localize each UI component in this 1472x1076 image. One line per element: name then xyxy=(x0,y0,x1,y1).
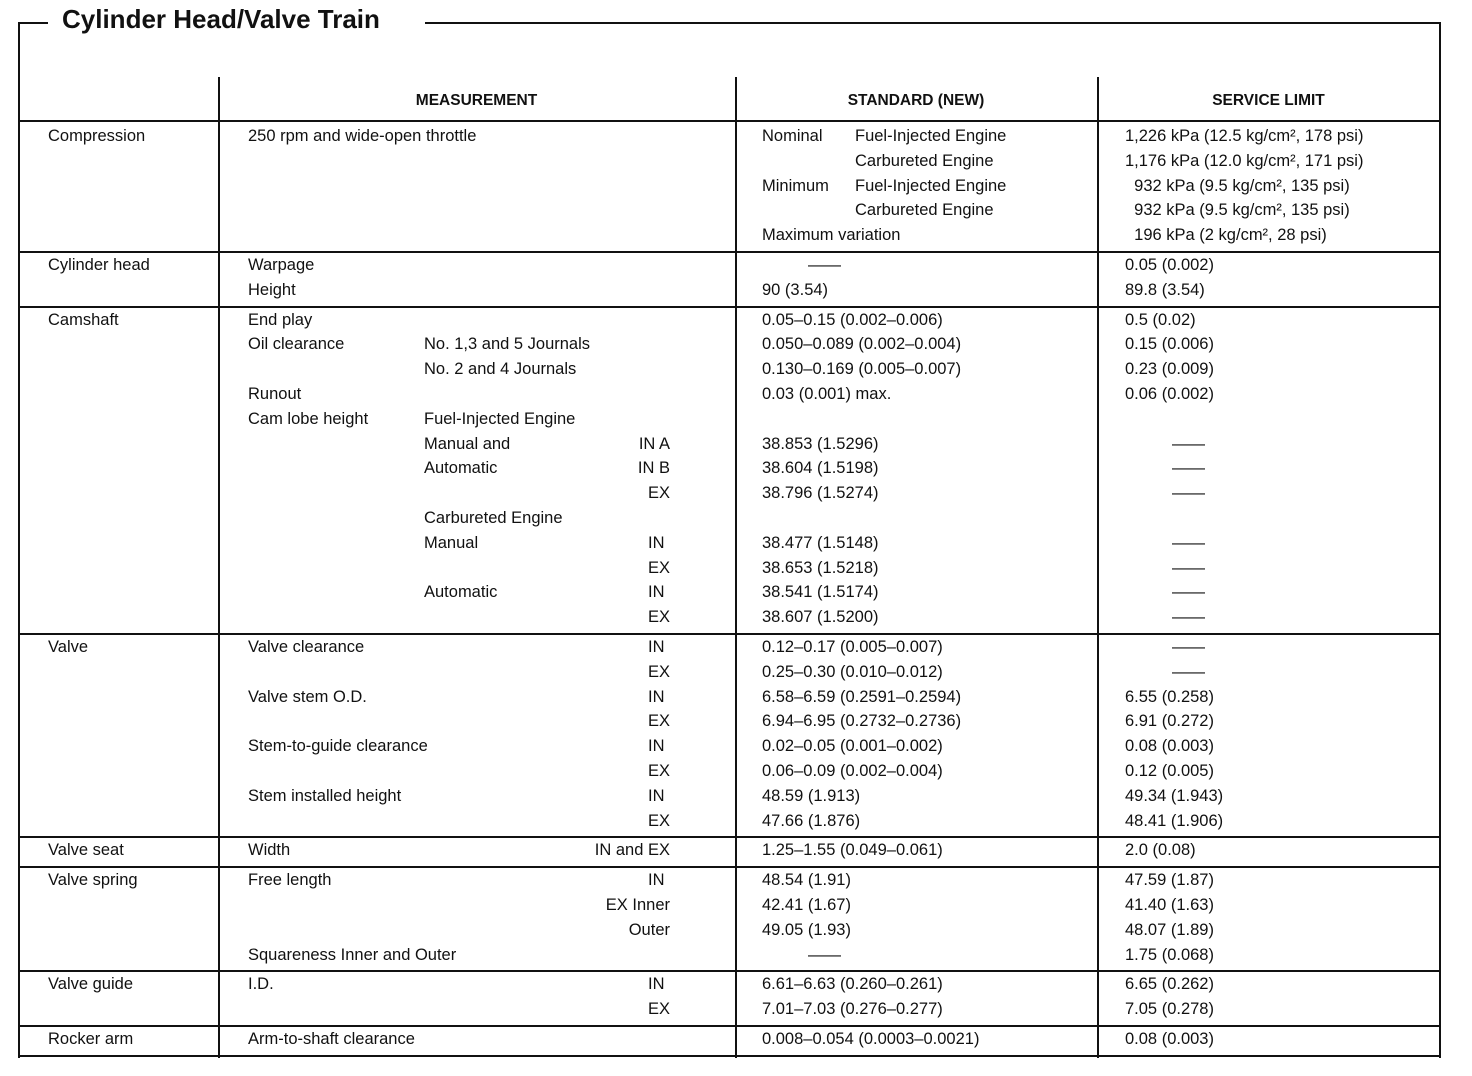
standard-value: —— xyxy=(808,256,841,274)
standard-value: 48.54 (1.91) xyxy=(762,871,851,890)
service-limit-value: 49.34 (1.943) xyxy=(1125,786,1224,805)
service-limit-value: 89.8 (3.54) xyxy=(1125,280,1205,299)
measurement-item: Cam lobe height xyxy=(248,409,369,428)
measurement-tag: EX xyxy=(648,1000,671,1019)
measurement-detail: Fuel-Injected Engine xyxy=(424,409,576,428)
section-name: Valve xyxy=(48,638,89,656)
standard-value: 38.653 (1.5218) xyxy=(762,558,879,577)
service-limit-value: 6.65 (0.262) xyxy=(1125,975,1214,994)
standard-value: —— xyxy=(808,945,841,964)
measurement-tag: IN xyxy=(648,975,665,994)
service-limit-value: 0.12 (0.005) xyxy=(1125,762,1214,780)
measurement-tag: EX xyxy=(648,762,671,780)
standard-value: 1.25–1.55 (0.049–0.061) xyxy=(762,841,943,860)
measurement-tag: IN and EX xyxy=(594,841,670,860)
standard-value: 38.853 (1.5296) xyxy=(762,434,879,453)
measurement-tag: IN xyxy=(648,786,665,805)
standard-value: 49.05 (1.93) xyxy=(762,920,851,939)
section-name: Cylinder head xyxy=(48,256,150,274)
frame-right xyxy=(1439,22,1441,1058)
measurement-tag: EX xyxy=(648,811,671,830)
header-standard: STANDARD (NEW) xyxy=(847,92,985,109)
measurement-item: Stem installed height xyxy=(248,786,402,805)
measurement-item: I.D. xyxy=(248,975,274,994)
measurement-item: End play xyxy=(248,310,313,329)
measurement-tag: EX xyxy=(648,484,671,503)
section-rule xyxy=(18,251,1441,253)
measurement-tag: IN xyxy=(648,737,665,756)
measurement-detail: No. 2 and 4 Journals xyxy=(424,360,577,379)
section-name: Compression xyxy=(48,127,146,145)
section-rule xyxy=(18,866,1441,868)
standard-value: Fuel-Injected Engine xyxy=(855,127,1007,145)
measurement-detail: Automatic xyxy=(424,583,498,602)
measurement-item: Runout xyxy=(248,385,302,403)
service-limit-value: 6.91 (0.272) xyxy=(1125,712,1214,731)
service-limit-value: 0.08 (0.003) xyxy=(1125,737,1214,756)
service-limit-value: —— xyxy=(1172,662,1205,681)
measurement-detail: Manual xyxy=(424,533,479,552)
header-rule xyxy=(18,120,1441,122)
service-limit-value: —— xyxy=(1172,484,1205,503)
standard-value: 48.59 (1.913) xyxy=(762,786,861,805)
section-rule xyxy=(18,306,1441,308)
col-divider xyxy=(218,77,220,1058)
standard-value: Carbureted Engine xyxy=(855,201,994,220)
header-measurement: MEASUREMENT xyxy=(415,92,538,109)
frame-left xyxy=(18,22,20,1058)
measurement-tag: EX xyxy=(648,712,671,731)
standard-value: 38.796 (1.5274) xyxy=(762,484,879,503)
service-limit-value: —— xyxy=(1172,583,1205,602)
standard-value: 38.541 (1.5174) xyxy=(762,583,879,602)
service-limit-value: 47.59 (1.87) xyxy=(1125,871,1214,890)
measurement-item: Warpage xyxy=(248,256,315,274)
measurement-item: Valve clearance xyxy=(248,638,365,656)
measurement-detail: Manual and xyxy=(424,434,511,453)
measurement-tag: IN B xyxy=(637,459,670,478)
section-name: Valve guide xyxy=(48,975,134,994)
service-limit-value: —— xyxy=(1172,638,1205,656)
service-limit-value: 932 kPa (9.5 kg/cm², 135 psi) xyxy=(1125,201,1350,220)
service-limit-value: 0.5 (0.02) xyxy=(1125,310,1196,329)
col-divider xyxy=(735,77,737,1058)
service-limit-value: 48.41 (1.906) xyxy=(1125,811,1224,830)
standard-value: 0.05–0.15 (0.002–0.006) xyxy=(762,310,943,329)
measurement-tag: EX xyxy=(648,608,671,627)
standard-value: Fuel-Injected Engine xyxy=(855,176,1007,195)
standard-value: 38.477 (1.5148) xyxy=(762,533,879,552)
standard-value: 0.050–0.089 (0.002–0.004) xyxy=(762,335,962,354)
standard-value: Carbureted Engine xyxy=(855,151,994,170)
service-limit-value: 6.55 (0.258) xyxy=(1125,687,1214,706)
service-limit-value: 932 kPa (9.5 kg/cm², 135 psi) xyxy=(1125,176,1350,195)
standard-value: 7.01–7.03 (0.276–0.277) xyxy=(762,1000,943,1019)
standard-value: 0.06–0.09 (0.002–0.004) xyxy=(762,762,943,780)
service-limit-value: 2.0 (0.08) xyxy=(1125,841,1196,860)
service-limit-value: 0.06 (0.002) xyxy=(1125,385,1214,403)
measurement-item: Oil clearance xyxy=(248,335,345,354)
service-limit-value: 0.08 (0.003) xyxy=(1125,1030,1214,1048)
service-limit-value: 7.05 (0.278) xyxy=(1125,1000,1214,1019)
service-limit-value: 0.05 (0.002) xyxy=(1125,256,1214,274)
standard-label: Minimum xyxy=(762,176,829,195)
standard-value: 0.02–0.05 (0.001–0.002) xyxy=(762,737,943,756)
service-limit-value: —— xyxy=(1172,533,1205,552)
service-limit-value: 1,226 kPa (12.5 kg/cm², 178 psi) xyxy=(1125,127,1364,145)
section-rule xyxy=(18,970,1441,972)
standard-value: 47.66 (1.876) xyxy=(762,811,861,830)
standard-value: 90 (3.54) xyxy=(762,280,829,299)
standard-value: 42.41 (1.67) xyxy=(762,896,851,914)
service-limit-value: 0.15 (0.006) xyxy=(1125,335,1214,354)
standard-label: Nominal xyxy=(762,127,823,145)
measurement-tag: IN xyxy=(648,583,665,602)
standard-label: Maximum variation xyxy=(762,226,901,245)
measurement-detail: Carbureted Engine xyxy=(424,509,563,527)
section-rule xyxy=(18,633,1441,635)
standard-value: 6.94–6.95 (0.2732–0.2736) xyxy=(762,712,962,731)
service-limit-value: 0.23 (0.009) xyxy=(1125,360,1214,379)
service-limit-value: 1,176 kPa (12.0 kg/cm², 171 psi) xyxy=(1125,151,1364,170)
section-name: Camshaft xyxy=(48,310,119,329)
service-limit-value: —— xyxy=(1172,558,1205,577)
measurement-item: 250 rpm and wide-open throttle xyxy=(248,127,477,145)
standard-value: 0.12–0.17 (0.005–0.007) xyxy=(762,638,943,656)
measurement-item: Valve stem O.D. xyxy=(248,687,367,706)
frame-top-left xyxy=(18,22,48,24)
col-divider xyxy=(1097,77,1099,1058)
section-rule xyxy=(18,1025,1441,1027)
measurement-tag: EX Inner xyxy=(605,896,670,914)
standard-value: 38.607 (1.5200) xyxy=(762,608,879,627)
measurement-tag: EX xyxy=(648,558,671,577)
standard-value: 0.03 (0.001) max. xyxy=(762,385,892,403)
measurement-tag: Outer xyxy=(628,920,670,939)
section-name: Valve seat xyxy=(48,841,124,860)
standard-value: 0.130–0.169 (0.005–0.007) xyxy=(762,360,962,379)
header-service-limit: SERVICE LIMIT xyxy=(1212,92,1325,109)
service-limit-value: 48.07 (1.89) xyxy=(1125,920,1214,939)
measurement-tag: IN xyxy=(648,871,665,890)
measurement-tag: IN xyxy=(648,687,665,706)
measurement-item: Stem-to-guide clearance xyxy=(248,737,428,756)
measurement-item: Height xyxy=(248,280,296,299)
service-limit-value: 41.40 (1.63) xyxy=(1125,896,1214,914)
measurement-detail: Automatic xyxy=(424,459,498,478)
measurement-tag: IN xyxy=(648,638,665,656)
service-limit-value: 196 kPa (2 kg/cm², 28 psi) xyxy=(1125,226,1327,245)
service-limit-value: —— xyxy=(1172,608,1205,627)
section-rule xyxy=(18,836,1441,838)
standard-value: 38.604 (1.5198) xyxy=(762,459,879,478)
measurement-tag: IN A xyxy=(638,434,670,453)
measurement-tag: IN xyxy=(648,533,665,552)
standard-value: 6.61–6.63 (0.260–0.261) xyxy=(762,975,943,994)
service-limit-value: —— xyxy=(1172,459,1205,478)
page-title: Cylinder Head/Valve Train xyxy=(62,4,388,35)
standard-value: 0.008–0.054 (0.0003–0.0021) xyxy=(762,1030,980,1048)
measurement-item: Width xyxy=(248,841,291,860)
frame-top-right xyxy=(425,22,1441,24)
measurement-item: Squareness Inner and Outer xyxy=(248,945,457,964)
measurement-item: Arm-to-shaft clearance xyxy=(248,1030,415,1048)
standard-value: 6.58–6.59 (0.2591–0.2594) xyxy=(762,687,962,706)
measurement-tag: EX xyxy=(648,662,671,681)
section-name: Valve spring xyxy=(48,871,138,890)
measurement-item: Free length xyxy=(248,871,332,890)
service-limit-value: —— xyxy=(1172,434,1205,453)
service-limit-value: 1.75 (0.068) xyxy=(1125,945,1214,964)
table-bottom-rule xyxy=(18,1055,1441,1057)
measurement-detail: No. 1,3 and 5 Journals xyxy=(424,335,591,354)
section-name: Rocker arm xyxy=(48,1030,134,1048)
standard-value: 0.25–0.30 (0.010–0.012) xyxy=(762,662,943,681)
